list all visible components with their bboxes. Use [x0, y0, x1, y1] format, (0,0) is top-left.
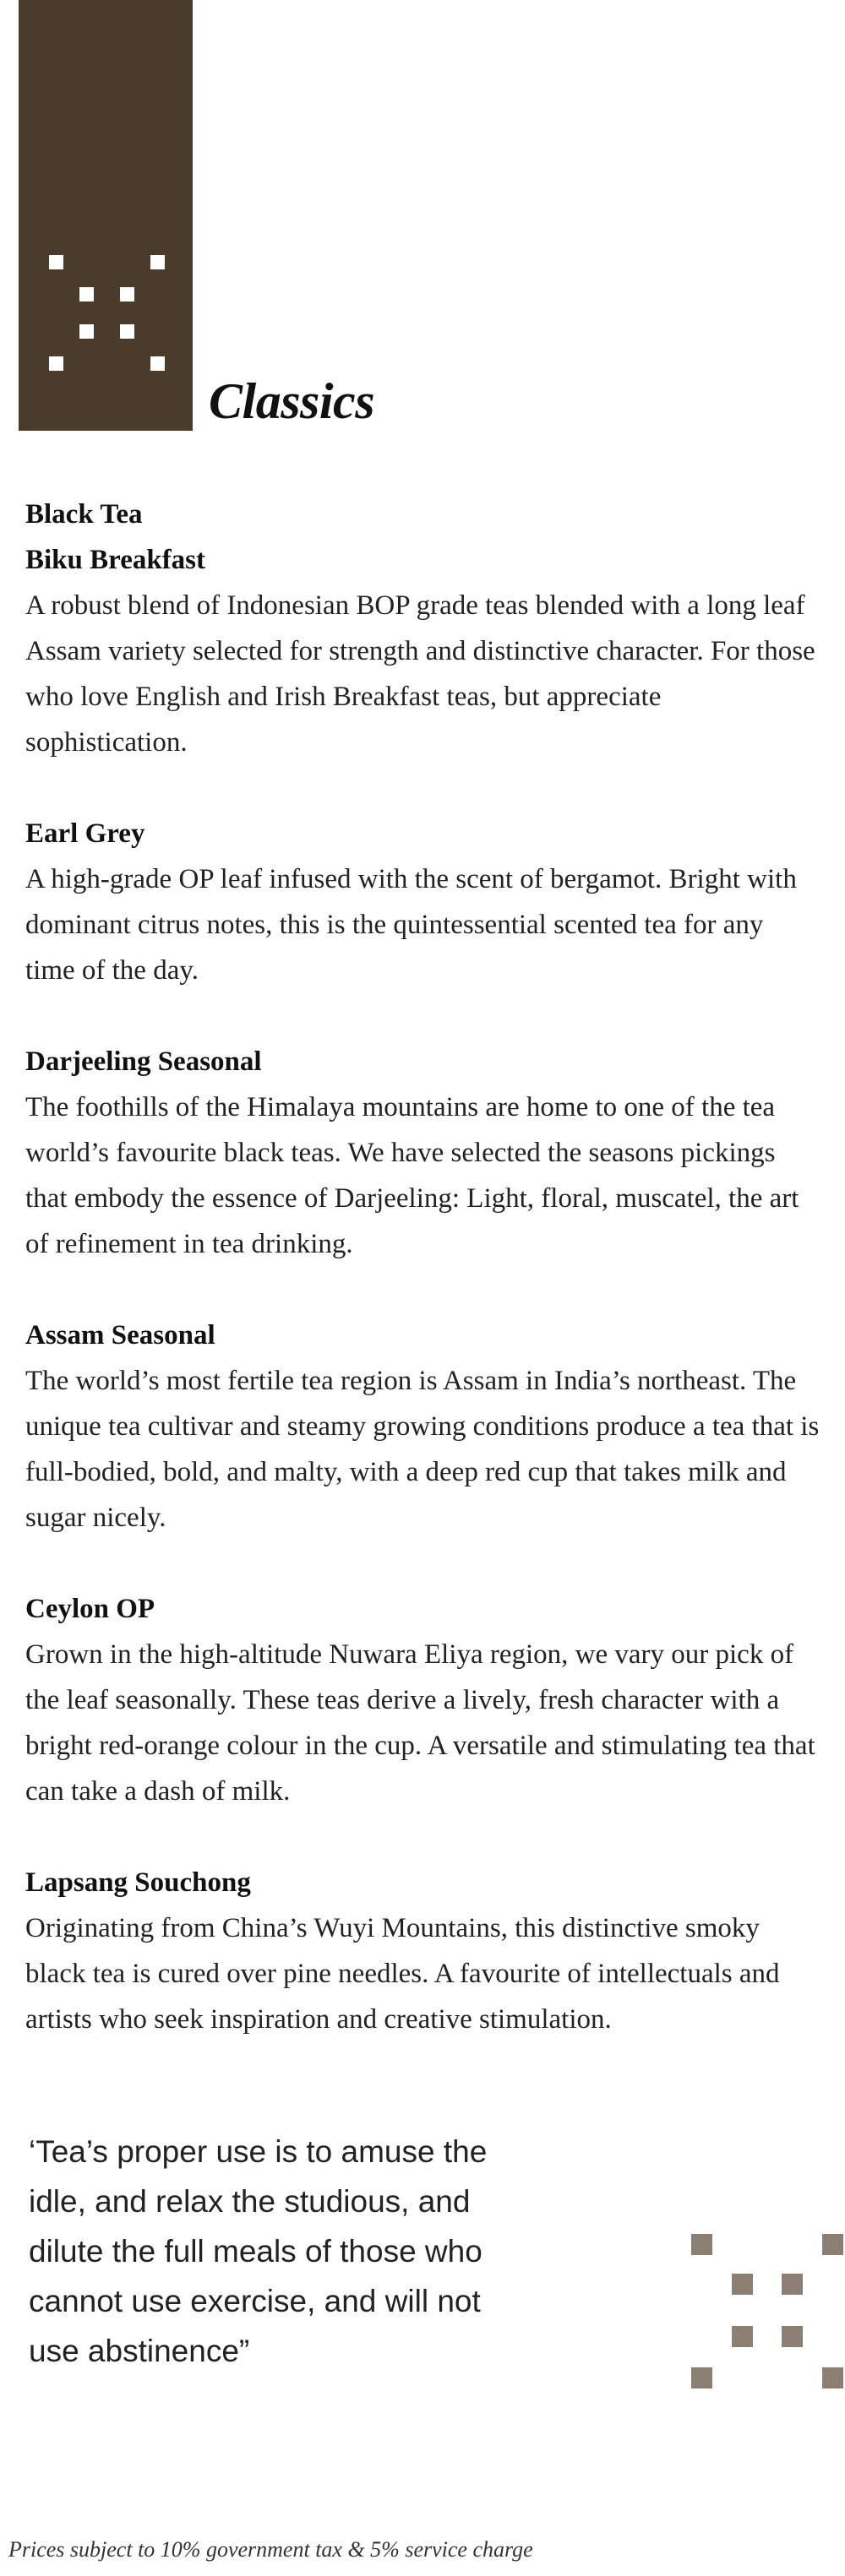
x-dot-pattern-icon [822, 2234, 843, 2255]
item-description: Originating from China’s Wuyi Mountains, this distinctive smoky black tea is cured over pine needles. A favourite of intellectuals and artists who seek inspiration and creative stimulation. [25, 1913, 780, 2035]
item-description: The world’s most fertile tea region is Assam in India’s northeast. The unique tea cultivar and steamy growing conditions produce a tea that is full-bodied, bold, and malty, with a deep red cup that takes milk and sugar nicely. [25, 1366, 820, 1533]
menu-item [25, 537, 820, 765]
page-title: Classics [209, 373, 375, 429]
header-decoration [19, 0, 193, 431]
x-dot-pattern-icon [49, 356, 63, 371]
quote: ‘Tea’s proper use is to amuse the idle, and relax the studious, and dilute the full meals of those who cannot use exercise, and will not use abstinence” [29, 2134, 488, 2368]
category-label: Black Tea [25, 499, 143, 530]
x-dot-pattern-icon [782, 2274, 803, 2295]
footer-note: Prices subject to 10% government tax & 5% service charge [8, 2537, 533, 2562]
menu-item [25, 1312, 820, 1541]
item-description: Grown in the high-altitude Nuwara Eliya region, we vary our pick of the leaf seasonally. These teas derive a lively, fresh character with a bright red-orange colour in the cup. A versatile and stimulating tea that can take a dash of milk. [25, 1639, 815, 1807]
item-name: Assam Seasonal [25, 1320, 215, 1350]
brown-panel [19, 0, 193, 431]
menu-item [25, 1039, 820, 1267]
item-name: Biku Breakfast [25, 545, 206, 575]
item-name: Darjeeling Seasonal [25, 1046, 262, 1077]
item-name: Ceylon OP [25, 1594, 155, 1624]
item-description: A robust blend of Indonesian BOP grade teas blended with a long leaf Assam variety selected for strength and distinctive character. For those who love English and Irish Breakfast teas, but appreciate sophistication. [25, 590, 815, 758]
item-name: Earl Grey [25, 818, 145, 849]
x-dot-pattern-icon [120, 324, 134, 339]
x-dot-pattern-icon [782, 2326, 803, 2347]
x-dot-pattern-icon [691, 2367, 712, 2389]
x-dot-pattern-icon [732, 2326, 753, 2347]
item-description: The foothills of the Himalaya mountains are home to one of the tea world’s favourite black teas. We have selected the seasons pickings that embody the essence of Darjeeling: Light, floral, muscatel, the art of refinement in tea drinking. [25, 1092, 799, 1259]
item-description: A high-grade OP leaf infused with the scent of bergamot. Bright with dominant citrus notes, this is the quintessential scented tea for any time of the day. [25, 864, 797, 986]
x-dot-pattern-icon [79, 287, 94, 302]
x-dot-pattern-icon [822, 2367, 843, 2389]
x-dot-pattern-icon [732, 2274, 753, 2295]
menu-item [25, 811, 820, 993]
x-dot-pattern-icon [79, 324, 94, 339]
x-dot-pattern-icon [691, 2234, 712, 2255]
x-dot-pattern-icon [49, 255, 63, 269]
x-dot-pattern-icon [150, 356, 165, 371]
x-dot-pattern-icon [150, 255, 165, 269]
menu-section [25, 492, 820, 2088]
x-dot-pattern-icon [120, 287, 134, 302]
item-name: Lapsang Souchong [25, 1867, 251, 1898]
menu-item [25, 1586, 820, 1814]
menu-item [25, 1860, 820, 2042]
